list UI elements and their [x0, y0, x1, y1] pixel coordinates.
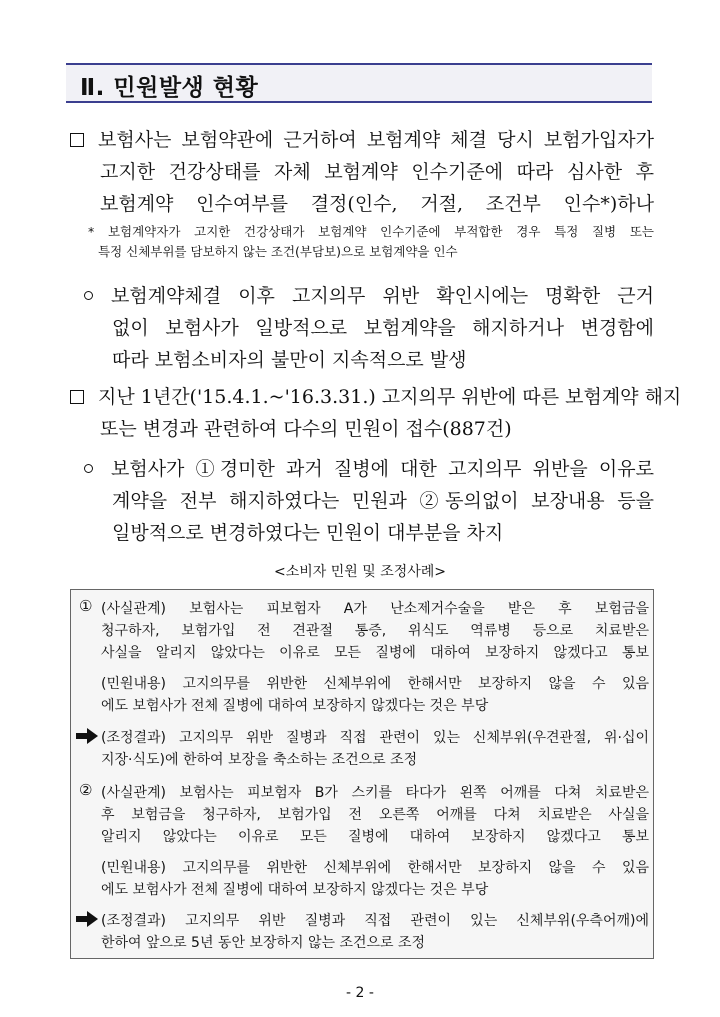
case2-complaint-line: (민원내용) 고지의무를 위반한 신체부위에 한해서만 보장하지 않을 수 있음 — [101, 860, 649, 876]
bullet-line: 따라 보험소비자의 불만이 지속적으로 발생 — [112, 349, 467, 371]
bullet-disclosure-violation — [84, 280, 654, 376]
case1-facts-line: 사실을 알리지 않았다는 이유로 모든 질병에 대하여 보장하지 않겠다고 통보 — [101, 645, 649, 661]
case2-facts-line: 알리지 않았다는 이유로 모든 질병에 대하여 보장하지 않겠다고 통보 — [101, 829, 649, 845]
case-number: ② — [79, 781, 93, 799]
para-line: 보험사는 보험약관에 근거하여 보험계약 체결 당시 보험가입자가 — [70, 124, 654, 156]
arrow-right-icon — [75, 727, 99, 745]
footnote-line: 특정 신체부위를 담보하지 않는 조건(부담보)으로 보험계약을 인수 — [98, 244, 458, 259]
bullet-line: 보험계약체결 이후 고지의무 위반 확인시에는 명확한 근거 — [84, 280, 654, 312]
case1-result-line: (조정결과) 고지의무 위반 질병과 직접 관련이 있는 신체부위(우견관절, 위·십이 — [101, 730, 649, 746]
arrow-right-icon — [75, 910, 99, 928]
case2-facts-line: (사실관계) 보험사는 피보험자 B가 스키를 타다가 왼쪽 어깨를 다쳐 치료받은 — [101, 785, 649, 801]
case2-result-line: 한하여 앞으로 5년 동안 보장하지 않는 조건으로 조정 — [101, 935, 426, 951]
bullet-line: 일방적으로 변경하였다는 민원이 대부분을 차지 — [112, 522, 504, 544]
section-heading — [66, 63, 652, 103]
bullet-line: 계약을 전부 해지하였다는 민원과 ②동의없이 보장내용 등을 — [112, 490, 654, 512]
paragraph-complaints-received — [70, 381, 682, 445]
case2-complaint-line: 에도 보험사가 전체 질병에 대하여 보장하지 않겠다는 것은 부당 — [101, 882, 489, 898]
page-number: - 2 - — [346, 985, 374, 1001]
case2-result-line: (조정결과) 고지의무 위반 질병과 직접 관련이 있는 신체부위(우측어깨)에 — [101, 913, 649, 929]
para-line: 또는 변경과 관련하여 다수의 민원이 접수(887건) — [100, 418, 512, 440]
case1-complaint-line: 에도 보험사가 전체 질병에 대하여 보장하지 않겠다는 것은 부당 — [101, 698, 489, 714]
para-line: 고지한 건강상태를 자체 보험계약 인수기준에 따라 심사한 후 — [100, 161, 654, 183]
case-number: ① — [79, 597, 93, 615]
para-line: 보험계약 인수여부를 결정(인수, 거절, 조건부 인수*)하나 — [100, 193, 654, 215]
bullet-line: 보험사가 ①경미한 과거 질병에 대한 고지의무 위반을 이유로 — [84, 453, 654, 485]
footnote-line: * 보험계약자가 고지한 건강상태가 보험계약 인수기준에 부적합한 경우 특정 질병 또는 — [88, 224, 654, 239]
case1-facts-line: 청구하자, 보험가입 전 견관절 통증, 위식도 역류병 등으로 치료받은 — [101, 623, 649, 639]
case1-facts-line: (사실관계) 보험사는 피보험자 A가 난소제거수술을 받은 후 보험금을 — [101, 601, 649, 617]
section-title: Ⅱ. 민원발생 현황 — [80, 75, 259, 101]
case-examples-box — [70, 589, 654, 959]
footnote — [88, 222, 654, 262]
square-bullet-icon — [70, 390, 84, 404]
circle-bullet-icon — [84, 291, 93, 300]
case1-result-line: 지장·식도)에 한하여 보장을 축소하는 조건으로 조정 — [101, 752, 418, 768]
case1-complaint-line: (민원내용) 고지의무를 위반한 신체부위에 한해서만 보장하지 않을 수 있음 — [101, 676, 649, 692]
square-bullet-icon — [70, 133, 84, 147]
paragraph-insurance-underwriting — [70, 124, 654, 220]
bullet-line: 없이 보험사가 일방적으로 보험계약을 해지하거나 변경함에 — [112, 317, 654, 339]
case2-facts-line: 후 보험금을 청구하자, 보험가입 전 오른쪽 어깨를 다쳐 치료받은 사실을 — [101, 807, 649, 823]
cases-caption: <소비자 민원 및 조정사례> — [273, 564, 447, 580]
circle-bullet-icon — [84, 464, 93, 473]
bullet-complaint-types — [84, 453, 654, 549]
para-line: 지난 1년간('15.4.1.~'16.3.31.) 고지의무 위반에 따른 보험계약 해지 — [70, 381, 654, 413]
